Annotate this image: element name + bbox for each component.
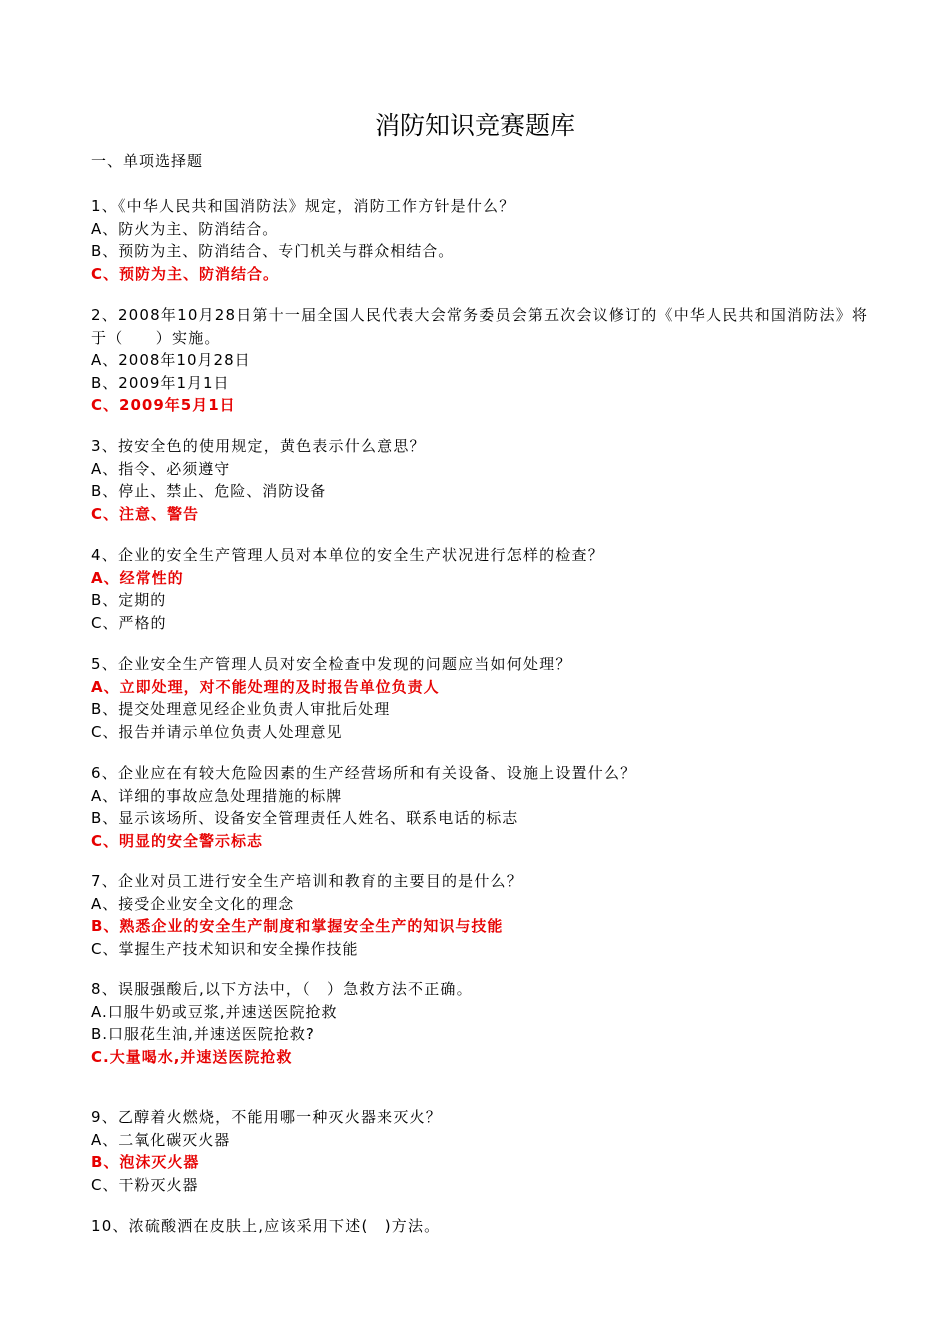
option: C、掌握生产技术知识和安全操作技能 — [91, 939, 359, 958]
question-text: 10、浓硫酸洒在皮肤上,应该采用下述( )方法。 — [91, 1217, 441, 1235]
correct-option: B、泡沫灭火器 — [91, 1153, 200, 1171]
question-text: 9、乙醇着火燃烧，不能用哪一种灭火器来灭火？ — [91, 1108, 442, 1126]
correct-option: A、立即处理，对不能处理的及时报告单位负责人 — [91, 677, 440, 696]
correct-option: C、注意、警告 — [91, 504, 200, 523]
option: A、2008年10月28日 — [91, 351, 251, 369]
option: C、严格的 — [91, 613, 167, 632]
question-4 — [91, 544, 871, 634]
section-heading: 一、单项选择题 — [91, 152, 204, 170]
option: A、指令、必须遵守 — [91, 459, 231, 478]
question-2 — [91, 304, 871, 417]
option: B、预防为主、防消结合、专门机关与群众相结合。 — [91, 242, 455, 260]
question-text: 7、企业对员工进行安全生产培训和教育的主要目的是什么？ — [91, 872, 523, 890]
option: B、显示该场所、设备安全管理责任人姓名、联系电话的标志 — [91, 809, 519, 827]
question-text: 8、误服强酸后,以下方法中，（ ）急救方法不正确。 — [91, 980, 473, 998]
option: B.口服花生油,并速送医院抢救? — [91, 1025, 315, 1043]
option: B、提交处理意见经企业负责人审批后处理 — [91, 700, 391, 718]
question-6 — [91, 762, 871, 852]
question-text: 1、《中华人民共和国消防法》规定，消防工作方针是什么？ — [91, 197, 516, 215]
question-text: 3、按安全色的使用规定，黄色表示什么意思？ — [91, 437, 426, 455]
question-8 — [91, 978, 871, 1068]
option: A、接受企业安全文化的理念 — [91, 894, 295, 913]
question-1 — [91, 195, 871, 285]
correct-option: C、2009年5月1日 — [91, 396, 236, 414]
correct-option: C、明显的安全警示标志 — [91, 831, 264, 850]
option: C、报告并请示单位负责人处理意见 — [91, 722, 343, 741]
question-5 — [91, 653, 871, 743]
option: A、详细的事故应急处理措施的标牌 — [91, 786, 343, 805]
correct-option: B、熟悉企业的安全生产制度和掌握安全生产的知识与技能 — [91, 917, 504, 935]
question-10 — [91, 1215, 871, 1238]
question-text: 2、2008年10月28日第十一届全国人民代表大会常务委员会第五次会议修订的《中华人民共和国消防法》将于（ ）实施。 — [91, 306, 869, 347]
option: B、定期的 — [91, 591, 167, 609]
correct-option: C.大量喝水,并速送医院抢救 — [91, 1047, 293, 1066]
option: A、二氧化碳灭火器 — [91, 1130, 231, 1149]
question-text: 6、企业应在有较大危险因素的生产经营场所和有关设备、设施上设置什么？ — [91, 764, 637, 782]
document-title: 消防知识竞赛题库 — [374, 111, 575, 140]
option: B、停止、禁止、危险、消防设备 — [91, 482, 327, 500]
question-3 — [91, 435, 871, 525]
question-7 — [91, 870, 871, 960]
option: A.口服牛奶或豆浆,并速送医院抢救 — [91, 1002, 338, 1021]
option: B、2009年1月1日 — [91, 373, 230, 392]
question-text: 5、企业安全生产管理人员对安全检查中发现的问题应当如何处理？ — [91, 655, 572, 673]
option: C、干粉灭火器 — [91, 1175, 199, 1194]
correct-option: A、经常性的 — [91, 568, 184, 587]
question-9 — [91, 1106, 871, 1196]
option: A、防火为主、防消结合。 — [91, 219, 279, 238]
correct-option: C、预防为主、防消结合。 — [91, 264, 280, 283]
question-text: 4、企业的安全生产管理人员对本单位的安全生产状况进行怎样的检查？ — [91, 546, 604, 564]
